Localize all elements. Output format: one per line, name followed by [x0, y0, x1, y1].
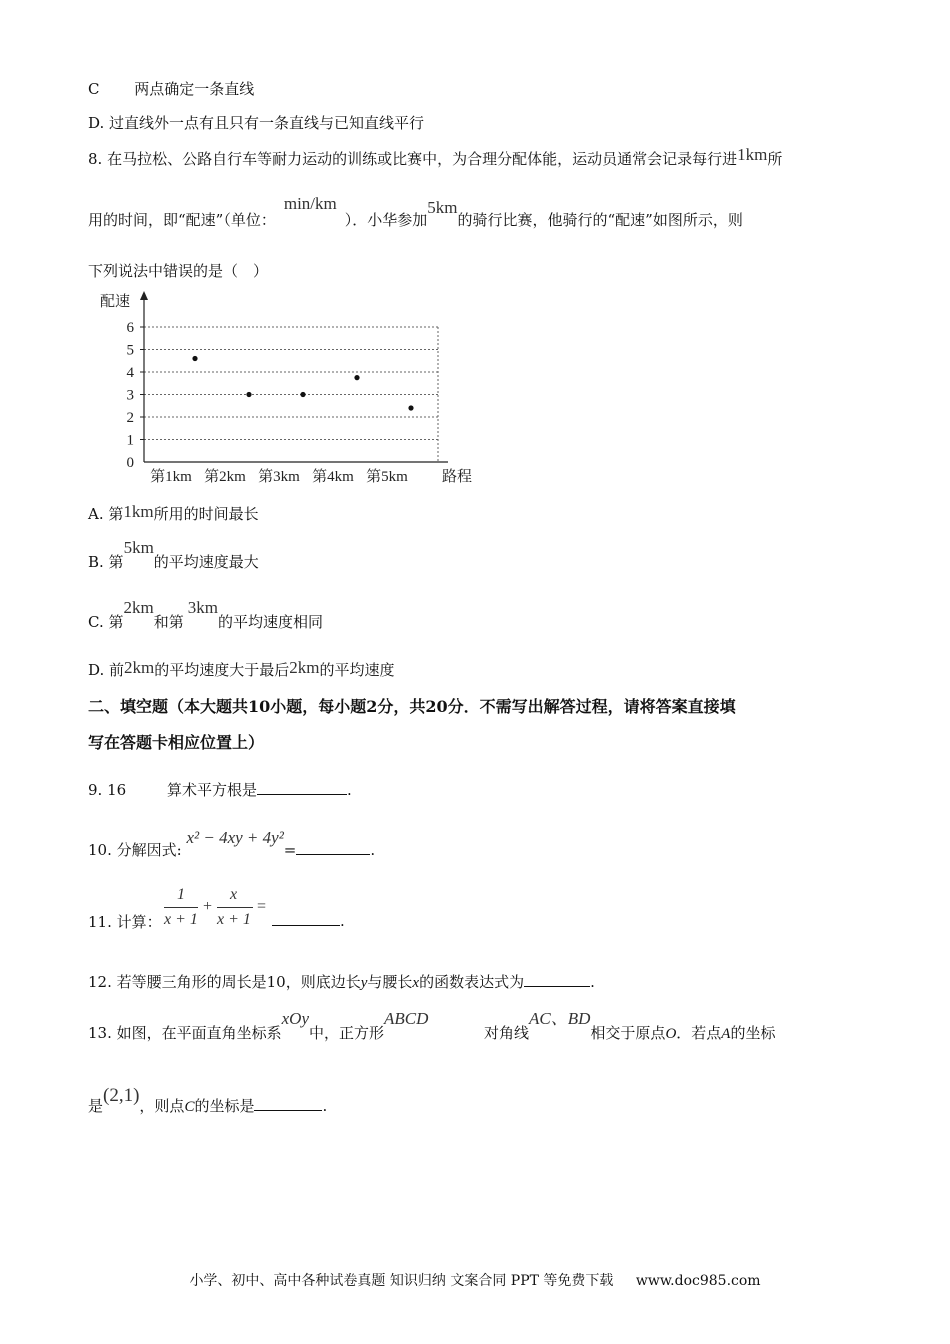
option-text: A. 第: [88, 505, 124, 523]
option-text: 的平均速度: [319, 661, 395, 679]
data-points: [192, 356, 413, 411]
q12-text: 与腰长: [367, 973, 413, 991]
y-axis-arrow: [140, 291, 148, 300]
math-xOy: xOy: [281, 1009, 309, 1028]
q8-option-d: [88, 659, 395, 680]
y-tick-label: 5: [126, 342, 134, 359]
y-tick-label: 3: [126, 387, 134, 404]
option-text: C. 第: [88, 613, 124, 631]
q7-option-c: [88, 78, 254, 99]
math-2km: 2km: [124, 658, 155, 677]
point-O: O: [665, 1026, 677, 1042]
equals: =: [283, 841, 297, 859]
answer-blank[interactable]: [254, 1096, 322, 1111]
q13-text: 13. 如图，在平面直角坐标系: [88, 1024, 282, 1042]
math-point-2-1: (2,1): [103, 1085, 140, 1106]
x-tick-label: 第2km: [204, 469, 246, 485]
q8-line-3: 下列说法中错误的是（ ）: [88, 262, 269, 280]
q8-text: 用的时间，即“配速”（单位：: [88, 211, 276, 229]
q13-text: ，则点: [139, 1097, 185, 1115]
data-point: [192, 356, 197, 361]
y-tick-label: 6: [126, 320, 134, 336]
answer-blank[interactable]: [257, 780, 347, 795]
q8-text: 的骑行比赛，他骑行的“配速”如图所示，则: [457, 211, 743, 229]
option-text: 和第: [153, 613, 184, 631]
q13-text: 相交于原点: [590, 1024, 666, 1042]
q13-text: 的坐标: [730, 1024, 776, 1042]
math-3km: 3km: [187, 598, 218, 617]
point-C: C: [184, 1099, 195, 1115]
plus-sign: +: [203, 898, 213, 915]
q13-text: 的坐标是: [194, 1097, 255, 1115]
math-ABCD: ABCD: [384, 1009, 429, 1028]
q8-text: 8. 在马拉松、公路自行车等耐力运动的训练或比赛中，为合理分配体能，运动员通常会记录每行进: [88, 150, 738, 168]
y-ticks: [127, 320, 145, 471]
section-2-heading-line-2: 写在答题卡相应位置上）: [88, 733, 265, 752]
frac1-denominator: x + 1: [164, 911, 198, 928]
q8-line-2: [88, 194, 743, 230]
data-point: [408, 405, 413, 410]
option-letter: C: [88, 80, 100, 98]
x-tick-label: 第5km: [366, 469, 408, 485]
x-tick-label: 第3km: [258, 469, 300, 485]
option-text: 的平均速度大于最后: [154, 661, 290, 679]
answer-blank[interactable]: [272, 911, 340, 926]
frac1-numerator: 1: [177, 886, 185, 903]
q13-text: 对角线: [484, 1024, 530, 1042]
period: .: [590, 973, 595, 991]
var-x: x: [412, 975, 420, 991]
q13-line-1: [88, 1009, 776, 1043]
data-point: [300, 392, 305, 397]
data-point: [246, 392, 251, 397]
math-2km: 2km: [123, 598, 154, 617]
math-5km: 5km: [427, 198, 458, 217]
q13-text: ．若点: [676, 1024, 722, 1042]
q13-text: 中，正方形: [309, 1024, 385, 1042]
y-axis-label: 配速: [100, 292, 131, 310]
option-text: D. 前: [88, 661, 125, 679]
point-A: A: [721, 1026, 731, 1042]
x-ticks: [150, 468, 408, 485]
option-text: B. 第: [88, 553, 124, 571]
q13-line-2: [88, 1085, 328, 1117]
q8-option-b: [88, 538, 259, 572]
math-1km: 1km: [123, 502, 154, 521]
q8-line-1: [88, 145, 783, 169]
y-tick-label: 4: [126, 365, 134, 381]
footer-url[interactable]: www.doc985.com: [635, 1273, 761, 1289]
q12-text: 12. 若等腰三角形的周长是10，则底边长: [88, 973, 361, 991]
option-text: 所用的时间最长: [153, 505, 259, 523]
frac2-numerator: x: [230, 886, 238, 903]
frac1-bar: [164, 907, 198, 908]
math-1km: 1km: [737, 145, 768, 164]
q12-text: 的函数表达式为: [419, 973, 525, 991]
y-tick-label: 1: [126, 432, 134, 449]
page-footer: [0, 1270, 950, 1290]
option-text: 的平均速度相同: [217, 613, 323, 631]
frac2-bar: [217, 907, 253, 908]
equals-sign: =: [257, 898, 267, 915]
y-tick-label: 2: [126, 410, 134, 426]
answer-blank[interactable]: [524, 972, 590, 987]
q12: [88, 971, 595, 992]
chart-grid: [144, 327, 438, 462]
q9: [88, 779, 352, 800]
q10: [88, 828, 376, 860]
period: .: [322, 1097, 328, 1115]
pace-chart: [96, 286, 496, 491]
q13-text: 是: [88, 1097, 104, 1115]
answer-blank[interactable]: [296, 840, 370, 855]
period: .: [340, 912, 345, 930]
math-5km: 5km: [123, 538, 154, 557]
footer-text: 小学、初中、高中各种试卷真题 知识归纳 文案合同 PPT 等免费下载: [189, 1273, 614, 1289]
var-y: y: [360, 975, 368, 991]
x-axis-label: 路程: [442, 467, 473, 485]
x-tick-label: 第1km: [150, 469, 192, 485]
q9-number: 9. 16: [88, 781, 127, 799]
math-2km: 2km: [289, 658, 320, 677]
math-unit: min/km: [283, 194, 337, 213]
q11-label: 11. 计算：: [88, 913, 162, 931]
q8-text: ）．小华参加: [344, 211, 428, 229]
x-tick-label: 第4km: [312, 469, 354, 485]
math-AC-BD: AC、BD: [529, 1009, 591, 1028]
section-2-heading-line-1: 二、填空题（本大题共10小题，每小题2分，共20分．不需写出解答过程，请将答案直接填: [88, 697, 736, 716]
q11-answer: [272, 911, 345, 930]
q9-text: 算术平方根是: [166, 781, 257, 799]
y-tick-label: 0: [126, 455, 134, 471]
data-point: [354, 375, 359, 380]
period: .: [370, 841, 376, 859]
option-text: 的平均速度最大: [153, 553, 259, 571]
q8-option-c: [88, 598, 323, 632]
q8-option-a: [88, 503, 259, 524]
q10-text: 10. 分解因式:: [88, 841, 182, 859]
q8-text: 所: [767, 150, 783, 168]
option-text: 两点确定一条直线: [134, 80, 255, 98]
q10-expression: x² − 4xy + 4y²: [186, 828, 284, 847]
period: .: [346, 781, 352, 799]
q7-option-d: D. 过直线外一点有且只有一条直线与已知直线平行: [88, 114, 425, 132]
frac2-denominator: x + 1: [217, 911, 251, 928]
